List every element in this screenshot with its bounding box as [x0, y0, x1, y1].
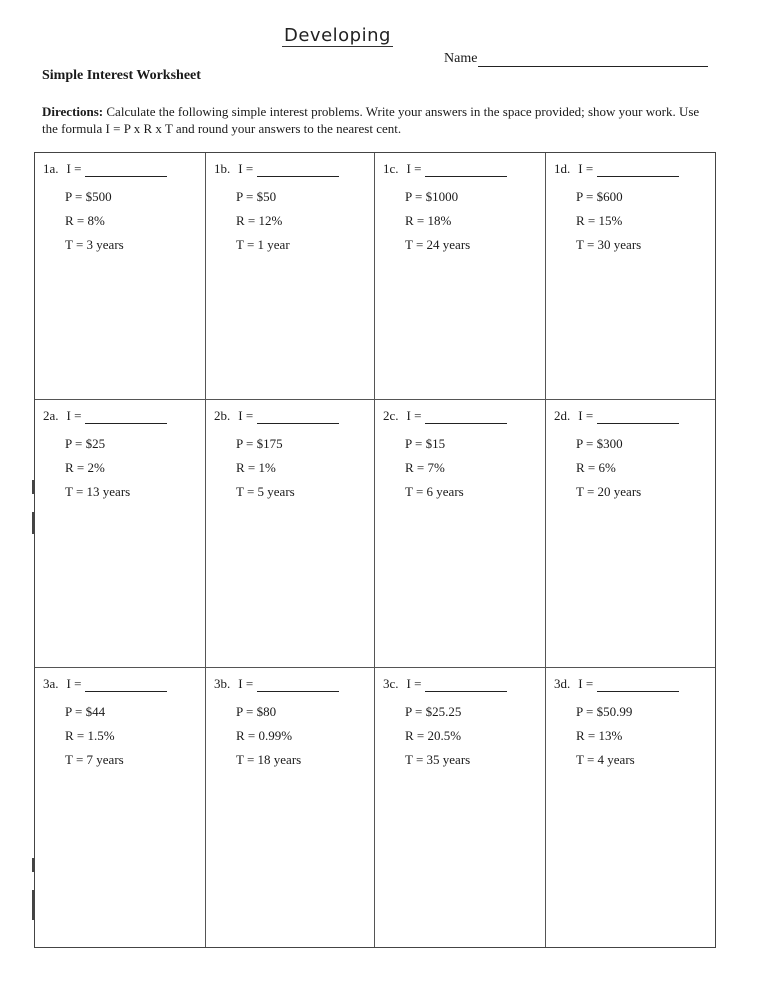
time-value: T = 24 years: [405, 237, 471, 252]
problem-cell[interactable]: [35, 153, 206, 400]
rate-value: R = 20.5%: [405, 728, 462, 743]
principal-value: P = $175: [236, 436, 283, 451]
answer-label: I =: [66, 408, 82, 423]
rate-value: R = 15%: [576, 213, 623, 228]
answer-blank-line[interactable]: [597, 163, 679, 177]
problem-cell[interactable]: [35, 668, 206, 947]
problem-number: 1b.: [214, 161, 231, 176]
answer-blank-line[interactable]: [257, 678, 339, 692]
problem-values: [405, 185, 470, 257]
rate-value: R = 7%: [405, 460, 445, 475]
problem-number: 2c.: [383, 408, 399, 423]
time-value: T = 4 years: [576, 752, 635, 767]
problem-header: [554, 161, 679, 177]
problem-number: 2d.: [554, 408, 571, 423]
answer-blank-line[interactable]: [257, 163, 339, 177]
problem-header: [43, 676, 167, 692]
name-label: Name: [444, 51, 478, 66]
problem-cell[interactable]: [375, 668, 546, 947]
problem-header: [383, 676, 507, 692]
problem-cell[interactable]: [35, 400, 206, 668]
problem-header: [554, 676, 679, 692]
answer-label: I =: [578, 161, 594, 176]
answer-label: I =: [578, 676, 594, 691]
problem-number: 2b.: [214, 408, 231, 423]
time-value: T = 13 years: [65, 484, 131, 499]
problem-header: [214, 676, 339, 692]
problem-values: [65, 700, 124, 772]
directions-paragraph: [42, 103, 712, 137]
problem-number: 1a.: [43, 161, 59, 176]
problem-cell[interactable]: [546, 153, 715, 400]
problem-values: [236, 432, 295, 504]
directions-label: Directions:: [42, 104, 104, 119]
problem-number: 3c.: [383, 676, 399, 691]
answer-label: I =: [238, 161, 254, 176]
principal-value: P = $50: [236, 189, 277, 204]
time-value: T = 1 year: [236, 237, 290, 252]
rate-value: R = 13%: [576, 728, 623, 743]
time-value: T = 30 years: [576, 237, 642, 252]
problem-values: [405, 700, 470, 772]
name-blank-line[interactable]: [478, 51, 708, 67]
time-value: T = 3 years: [65, 237, 124, 252]
worksheet-title: Simple Interest Worksheet: [42, 68, 201, 83]
answer-label: I =: [66, 161, 82, 176]
answer-blank-line[interactable]: [85, 678, 167, 692]
principal-value: P = $500: [65, 189, 112, 204]
answer-blank-line[interactable]: [597, 410, 679, 424]
problem-values: [576, 432, 641, 504]
principal-value: P = $25.25: [405, 704, 462, 719]
answer-blank-line[interactable]: [85, 410, 167, 424]
rate-value: R = 8%: [65, 213, 105, 228]
principal-value: P = $1000: [405, 189, 459, 204]
problem-header: [383, 161, 507, 177]
problem-cell[interactable]: [206, 400, 375, 668]
answer-label: I =: [406, 676, 422, 691]
problem-number: 1c.: [383, 161, 399, 176]
problem-cell[interactable]: [375, 153, 546, 400]
principal-value: P = $25: [65, 436, 106, 451]
rate-value: R = 18%: [405, 213, 452, 228]
problem-values: [65, 185, 124, 257]
directions-text: Calculate the following simple interest problems. Write your answers in the space provided; show your work. Use the formula I = P x R x T and round your answers to the nearest cent.: [42, 104, 700, 136]
principal-value: P = $44: [65, 704, 106, 719]
name-field[interactable]: [444, 51, 708, 67]
problem-cell[interactable]: [206, 668, 375, 947]
time-value: T = 18 years: [236, 752, 302, 767]
principal-value: P = $80: [236, 704, 277, 719]
problem-number: 3b.: [214, 676, 231, 691]
answer-blank-line[interactable]: [425, 678, 507, 692]
rate-value: R = 2%: [65, 460, 105, 475]
rate-value: R = 12%: [236, 213, 283, 228]
answer-blank-line[interactable]: [425, 410, 507, 424]
time-value: T = 7 years: [65, 752, 124, 767]
answer-blank-line[interactable]: [257, 410, 339, 424]
problem-number: 2a.: [43, 408, 59, 423]
principal-value: P = $600: [576, 189, 623, 204]
problem-cell[interactable]: [546, 400, 715, 668]
problem-values: [405, 432, 464, 504]
problem-number: 3d.: [554, 676, 571, 691]
rate-value: R = 6%: [576, 460, 616, 475]
problem-values: [576, 700, 635, 772]
time-value: T = 5 years: [236, 484, 295, 499]
principal-value: P = $15: [405, 436, 446, 451]
time-value: T = 20 years: [576, 484, 642, 499]
principal-value: P = $300: [576, 436, 623, 451]
problem-number: 3a.: [43, 676, 59, 691]
rate-value: R = 1.5%: [65, 728, 115, 743]
rate-value: R = 0.99%: [236, 728, 293, 743]
problem-values: [576, 185, 641, 257]
problem-cell[interactable]: [375, 400, 546, 668]
rate-value: R = 1%: [236, 460, 276, 475]
problem-header: [554, 408, 679, 424]
problem-header: [43, 408, 167, 424]
answer-label: I =: [406, 408, 422, 423]
answer-label: I =: [578, 408, 594, 423]
problem-values: [65, 432, 130, 504]
answer-label: I =: [66, 676, 82, 691]
answer-label: I =: [238, 676, 254, 691]
answer-blank-line[interactable]: [85, 163, 167, 177]
answer-blank-line[interactable]: [425, 163, 507, 177]
answer-label: I =: [238, 408, 254, 423]
time-value: T = 35 years: [405, 752, 471, 767]
problem-values: [236, 700, 301, 772]
problem-grid: [34, 152, 716, 948]
problem-header: [43, 161, 167, 177]
level-stamp: Developing: [284, 25, 391, 46]
answer-label: I =: [406, 161, 422, 176]
problem-cell[interactable]: [206, 153, 375, 400]
answer-blank-line[interactable]: [597, 678, 679, 692]
problem-cell[interactable]: [546, 668, 715, 947]
problem-header: [214, 161, 339, 177]
principal-value: P = $50.99: [576, 704, 633, 719]
problem-header: [214, 408, 339, 424]
time-value: T = 6 years: [405, 484, 464, 499]
problem-number: 1d.: [554, 161, 571, 176]
problem-values: [236, 185, 290, 257]
problem-header: [383, 408, 507, 424]
